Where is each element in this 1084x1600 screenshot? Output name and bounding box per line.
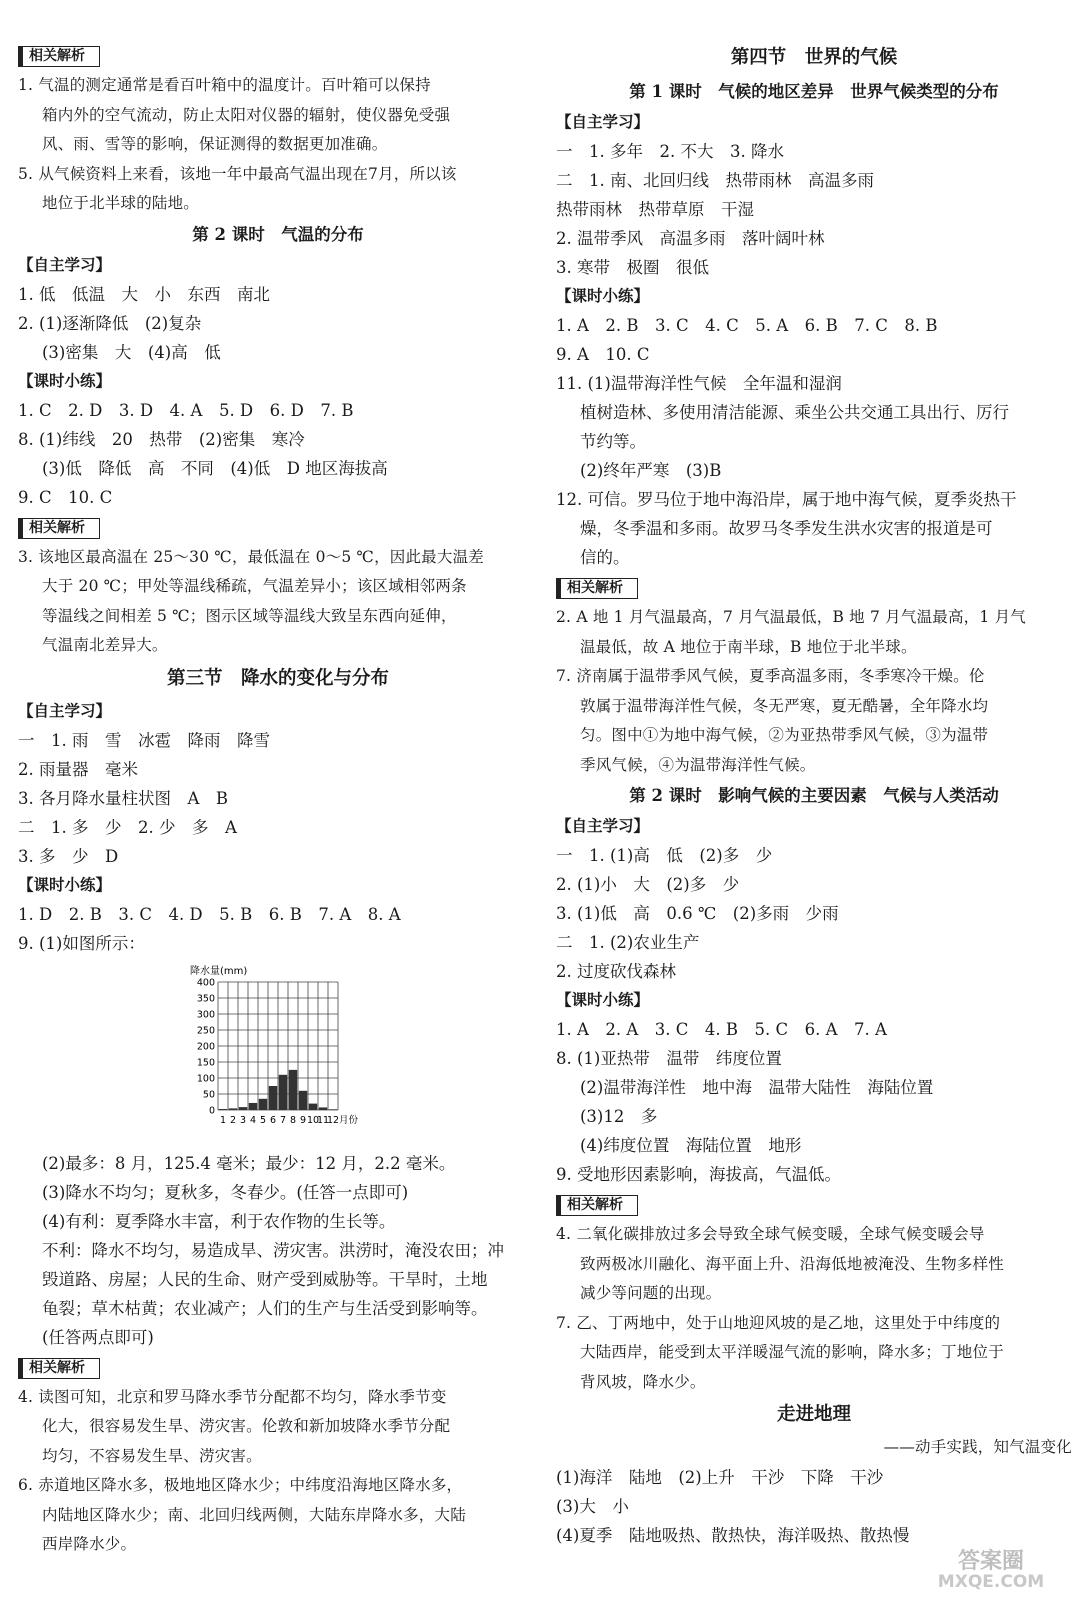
answer-line: (4)有利：夏季降水丰富，利于农作物的生长等。	[42, 1211, 396, 1231]
analysis-line: 大于 20 ℃；甲处等温线稀疏，气温差异小；该区域相邻两条	[42, 577, 467, 595]
answer-line: (2)最多：8 月，125.4 毫米；最少：12 月，2.2 毫米。	[42, 1153, 456, 1173]
answer-line: (3)密集 大 (4)高 低	[42, 342, 221, 362]
answer-line: 燥，冬季温和多雨。故罗马冬季发生洪水灾害的报道是可	[580, 519, 993, 538]
analysis-line: 地位于北半球的陆地。	[42, 194, 200, 212]
y-tick-label: 250	[196, 1025, 215, 1036]
x-tick-label: 12	[326, 1114, 340, 1126]
answer-line: (3)大 小	[556, 1496, 629, 1516]
answer-line: 3. (1)低 高 0.6 ℃ (2)多雨 少雨	[556, 904, 839, 923]
answer-line: 1. 低 低温 大 小 东西 南北	[18, 284, 270, 304]
left-column	[18, 40, 538, 1560]
bar-month-2	[229, 1108, 237, 1110]
subsection-heading: 【自主学习】	[18, 255, 112, 274]
answer-line: 一 1. 雨 雪 冰雹 降雨 降雪	[18, 730, 270, 750]
bar-month-10	[309, 1103, 317, 1109]
analysis-line: 2. A 地 1 月气温最高，7 月气温最低，B 地 7 月气温最高，1 月气	[556, 608, 1026, 626]
analysis-line: ——动手实践，知气温变化	[883, 1438, 1072, 1456]
y-tick-label: 150	[196, 1057, 215, 1068]
analysis-line: 5. 从气候资料上来看，该地一年中最高气温出现在7月，所以该	[18, 164, 457, 183]
answer-line: 信的。	[580, 548, 630, 567]
section-title: 走进地理	[776, 1404, 851, 1425]
analysis-line: 化大，很容易发生旱、涝灾害。伦敦和新加坡降水季节分配	[42, 1417, 451, 1435]
lesson-title: 第 1 课时 气候的地区差异 世界气候类型的分布	[629, 82, 999, 101]
answer-line: 12. 可信。罗马位于地中海沿岸，属于地中海气候，夏季炎热干	[556, 490, 1017, 509]
analysis-tag: 相关解析	[18, 46, 100, 67]
bar-month-1	[219, 1109, 227, 1110]
analysis-line: 等温线之间相差 5 ℃；图示区域等温线大致呈东西向延伸，	[42, 606, 457, 625]
analysis-line: 箱内外的空气流动，防止太阳对仪器的辐射，使仪器免受强	[42, 105, 451, 124]
answer-line: 8. (1)纬线 20 热带 (2)密集 寒冷	[18, 429, 305, 449]
x-tick-label: 3	[239, 1114, 247, 1126]
analysis-line: 1. 气温的测定通常是看百叶箱中的温度计。百叶箱可以保持	[18, 76, 431, 94]
answer-line: 2. (1)小 大 (2)多 少	[556, 875, 740, 894]
precipitation-bar-chart	[188, 962, 378, 1147]
watermark-logo	[906, 1544, 1076, 1590]
subsection-heading: 【课时小练】	[556, 287, 650, 305]
answer-line: 二 1. 多 少 2. 少 多 A	[18, 817, 237, 837]
answer-line: (3)低 降低 高 不同 (4)低 D 地区海拔高	[42, 458, 388, 478]
chart-ylabel: 降水量(mm)	[190, 965, 248, 977]
answer-line: 毁道路、房屋；人民的生命、财产受到威胁等。干旱时，土地	[42, 1269, 488, 1289]
x-tick-label: 4	[249, 1114, 257, 1126]
answer-line: (1)海洋 陆地 (2)上升 干沙 下降 干沙	[556, 1467, 884, 1487]
x-tick-label: 1	[219, 1114, 227, 1126]
answer-line: 龟裂；草木枯黄；农业减产；人们的生产与生活受到影响等。	[42, 1298, 488, 1318]
precipitation-chart	[188, 962, 378, 1147]
answer-line: 9. (1)如图所示：	[18, 933, 145, 953]
answer-line: (2)终年严寒 (3)B	[580, 461, 722, 480]
analysis-line: 西岸降水少。	[42, 1535, 137, 1553]
analysis-line: 风、雨、雪等的影响，保证测得的数据更加准确。	[42, 135, 388, 153]
x-tick-label: 2	[229, 1114, 237, 1126]
answer-line: (4)纬度位置 海陆位置 地形	[580, 1136, 802, 1155]
watermark-bottom: MXQE.COM	[937, 1572, 1045, 1590]
analysis-tag: 相关解析	[556, 578, 638, 599]
answer-line: 8. (1)亚热带 温带 纬度位置	[556, 1049, 782, 1068]
answer-line: 11. (1)温带海洋性气候 全年温和湿润	[556, 374, 842, 393]
answer-line: 1. A 2. A 3. C 4. B 5. C 6. A 7. A	[556, 1020, 887, 1039]
answer-line: 一 1. 多年 2. 不大 3. 降水	[556, 142, 784, 161]
subsection-heading: 【课时小练】	[556, 991, 650, 1009]
lesson-title: 第 2 课时 气温的分布	[192, 224, 364, 244]
analysis-line: 4. 读图可知，北京和罗马降水季节分配都不均匀，降水季节变	[18, 1387, 447, 1406]
answer-line: 2. 过度砍伐森林	[556, 962, 676, 981]
y-tick-label: 0	[208, 1105, 215, 1116]
y-tick-label: 300	[196, 1009, 215, 1020]
x-tick-label: 10	[306, 1114, 320, 1126]
y-tick-label: 350	[196, 993, 215, 1004]
answer-line: 一 1. (1)高 低 (2)多 少	[556, 846, 773, 865]
analysis-line: 4. 二氧化碳排放过多会导致全球气候变暖，全球气候变暖会导	[556, 1225, 985, 1243]
x-tick-label: 5	[259, 1114, 267, 1126]
answer-line: (3)12 多	[580, 1107, 658, 1126]
x-tick-label: 7	[279, 1114, 287, 1126]
chart-xlabel: 月份	[339, 1114, 359, 1126]
answer-line: (2)温带海洋性 地中海 温带大陆性 海陆位置	[580, 1078, 934, 1097]
analysis-line: 季风气候，④为温带海洋性气候。	[580, 755, 816, 774]
bar-month-6	[269, 1086, 277, 1110]
section-title: 第四节 世界的气候	[730, 47, 898, 68]
subsection-heading: 【课时小练】	[18, 371, 112, 390]
subsection-heading: 【自主学习】	[556, 817, 650, 835]
x-tick-label: 8	[289, 1114, 297, 1126]
analysis-line: 大陆西岸，能受到太平洋暖湿气流的影响，降水多；丁地位于	[580, 1343, 1004, 1361]
answer-line: 2. 温带季风 高温多雨 落叶阔叶林	[556, 229, 825, 248]
y-tick-label: 400	[196, 977, 215, 988]
answer-line: 9. 受地形因素影响，海拔高，气温低。	[556, 1165, 841, 1184]
subsection-heading: 【自主学习】	[556, 113, 650, 131]
bar-month-9	[299, 1090, 307, 1109]
x-tick-label: 6	[269, 1114, 277, 1126]
answer-line: (3)降水不均匀；夏秋多，冬春少。(任答一点即可)	[42, 1182, 409, 1202]
right-column	[556, 40, 1072, 1550]
subsection-heading: 【课时小练】	[18, 875, 112, 894]
bar-month-8	[289, 1069, 297, 1109]
y-tick-label: 50	[202, 1089, 215, 1100]
analysis-line: 背风坡，降水少。	[580, 1372, 706, 1391]
answer-line: 2. 雨量器 毫米	[18, 759, 138, 779]
lesson-title: 第 2 课时 影响气候的主要因素 气候与人类活动	[629, 786, 999, 805]
y-tick-label: 100	[196, 1073, 215, 1084]
answer-line: 植树造林、多使用清洁能源、乘坐公共交通工具出行、厉行	[580, 403, 1009, 422]
bar-month-12	[329, 1109, 337, 1110]
answer-line: 1. A 2. B 3. C 4. C 5. A 6. B 7. C 8. B	[556, 316, 938, 335]
answer-line: 1. C 2. D 3. D 4. A 5. D 6. D 7. B	[18, 400, 354, 420]
answer-line: 2. (1)逐渐降低 (2)复杂	[18, 313, 202, 333]
subsection-heading: 【自主学习】	[18, 701, 112, 720]
analysis-line: 7. 济南属于温带季风气候，夏季高温多雨，冬季寒冷干燥。伦	[556, 667, 985, 685]
analysis-tag: 相关解析	[18, 1358, 100, 1379]
analysis-line: 温最低，故 A 地位于南半球，B 地位于北半球。	[580, 637, 917, 656]
answer-line: (任答两点即可)	[42, 1327, 154, 1347]
analysis-line: 3. 该地区最高温在 25～30 ℃，最低温在 0～5 ℃，因此最大温差	[18, 547, 484, 566]
section-title: 第三节 降水的变化与分布	[166, 667, 389, 689]
analysis-line: 内陆地区降水少；南、北回归线两侧，大陆东岸降水多，大陆	[42, 1505, 466, 1524]
analysis-line: 减少等问题的出现。	[580, 1284, 722, 1302]
bar-month-11	[319, 1107, 327, 1110]
analysis-line: 均匀，不容易发生旱、涝灾害。	[42, 1446, 262, 1465]
bar-month-4	[249, 1102, 257, 1109]
analysis-line: 匀。图中①为地中海气候，②为亚热带季风气候，③为温带	[580, 726, 989, 744]
analysis-line: 敦属于温带海洋性气候，冬无严寒，夏无酷暑，全年降水均	[580, 696, 989, 715]
x-tick-label: 11	[316, 1114, 330, 1126]
analysis-tag: 相关解析	[18, 518, 100, 539]
analysis-line: 致两极冰川融化、海平面上升、沿海低地被淹没、生物多样性	[580, 1254, 1004, 1273]
answer-line: 节约等。	[580, 432, 646, 451]
answer-line: 二 1. (2)农业生产	[556, 933, 700, 952]
analysis-tag: 相关解析	[556, 1195, 638, 1216]
analysis-line: 6. 赤道地区降水多，极地地区降水少；中纬度沿海地区降水多，	[18, 1476, 463, 1494]
analysis-line: 7. 乙、丁两地中，处于山地迎风坡的是乙地，这里处于中纬度的	[556, 1313, 1001, 1332]
bar-month-7	[279, 1074, 287, 1109]
bar-month-3	[239, 1107, 247, 1110]
answer-line: 9. C 10. C	[18, 487, 113, 507]
answer-line: 9. A 10. C	[556, 345, 650, 364]
answer-line: 1. D 2. B 3. C 4. D 5. B 6. B 7. A 8. A	[18, 904, 401, 924]
bar-month-5	[259, 1098, 267, 1109]
analysis-line: 气温南北差异大。	[42, 636, 168, 654]
answer-line: (4)夏季 陆地吸热、散热快，海洋吸热、散热慢	[556, 1525, 910, 1545]
watermark-top: 答案圈	[957, 1549, 1025, 1574]
answer-line: 3. 各月降水量柱状图 A B	[18, 788, 229, 808]
answer-line: 二 1. 南、北回归线 热带雨林 高温多雨	[556, 171, 874, 190]
answer-line: 热带雨林 热带草原 干湿	[556, 200, 754, 219]
answer-line: 3. 多 少 D	[18, 846, 119, 866]
y-tick-label: 200	[196, 1041, 215, 1052]
answer-line: 不利：降水不均匀，易造成旱、涝灾害。洪涝时，淹没农田；冲	[42, 1240, 504, 1260]
answer-line: 3. 寒带 极圈 很低	[556, 258, 709, 277]
x-tick-label: 9	[299, 1114, 307, 1126]
